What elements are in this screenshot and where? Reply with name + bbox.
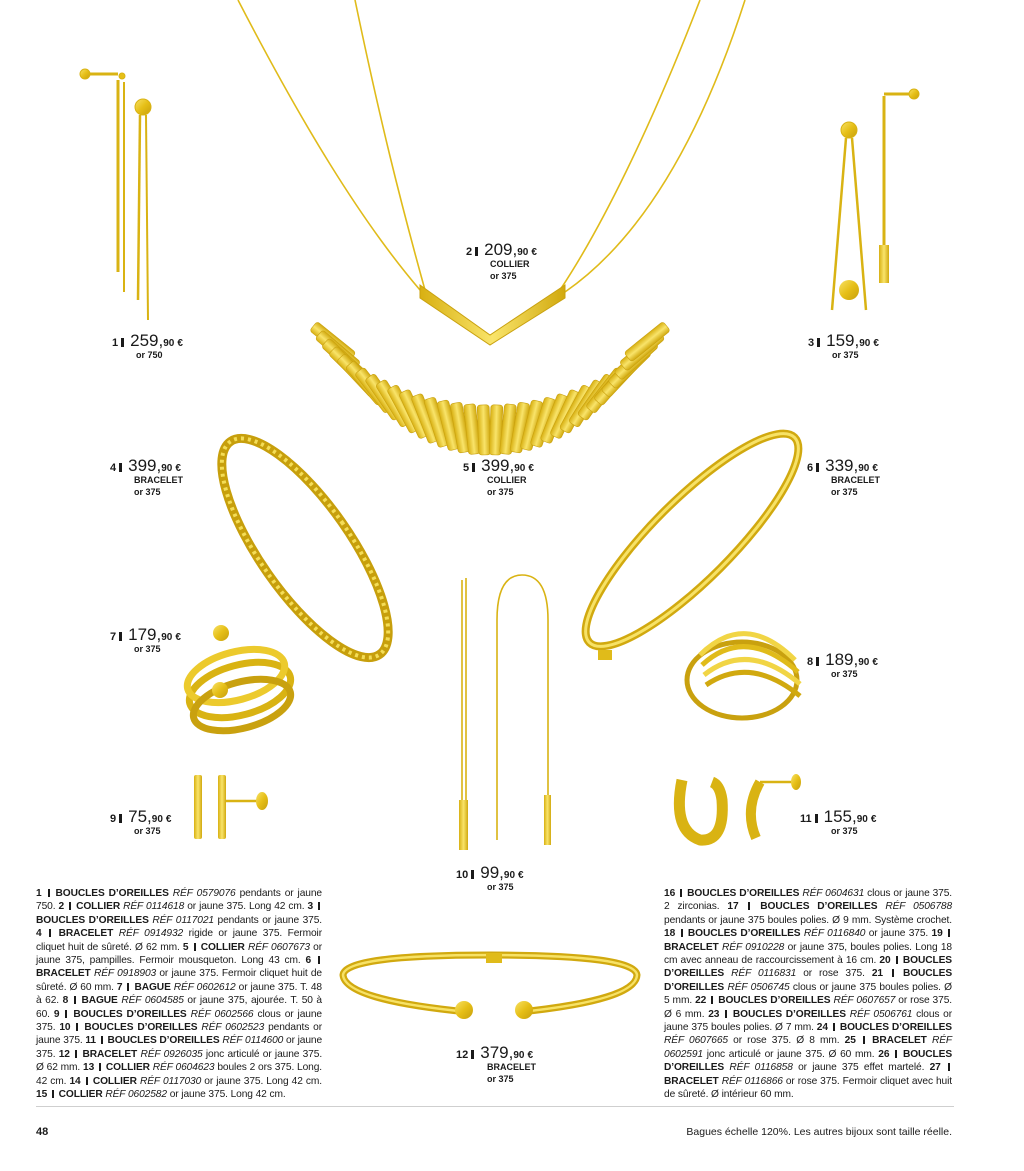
tag-bar bbox=[119, 632, 122, 641]
price-currency: € bbox=[872, 463, 878, 474]
entry-name: BOUCLES D’OREILLES bbox=[664, 1048, 953, 1074]
entry-ref: RÉF 0114600 bbox=[222, 1035, 284, 1047]
price-cents: 90 bbox=[503, 870, 516, 881]
entry-mark bbox=[65, 1010, 67, 1018]
entry-text: or jaune 375, ajourée. T. 50 à 60. bbox=[36, 995, 322, 1020]
entry-number: 24 bbox=[816, 1022, 828, 1034]
item-number: 5 bbox=[463, 462, 470, 474]
entry-ref: RÉF 0604623 bbox=[152, 1062, 215, 1074]
price-cents: 90 bbox=[161, 632, 173, 643]
tag-bar bbox=[471, 1050, 474, 1059]
entry-ref: RÉF 0506761 bbox=[849, 1008, 913, 1020]
entry-mark bbox=[833, 1023, 835, 1031]
price-metal: or 375 bbox=[487, 487, 514, 497]
entry-text: or jaune 375. Long 42 cm. bbox=[204, 1075, 323, 1087]
entry-name: BOUCLES D’OREILLES bbox=[107, 1035, 220, 1047]
entry-name: BOUCLES D’OREILLES bbox=[55, 888, 169, 899]
item-number: 3 bbox=[808, 337, 815, 349]
entry-text: or jaune 375. Long 42 cm. bbox=[169, 1089, 286, 1101]
entry-name: BAGUE bbox=[81, 995, 118, 1007]
entry-number: 17 bbox=[727, 901, 739, 913]
price-metal: or 375 bbox=[831, 669, 858, 679]
price-metal: or 375 bbox=[134, 644, 161, 654]
price-currency: € bbox=[165, 814, 172, 825]
price-currency: € bbox=[175, 632, 181, 643]
entry-number: 4 bbox=[36, 928, 42, 940]
price-cents: 90 bbox=[858, 463, 870, 474]
entry-mark bbox=[99, 1063, 101, 1071]
necklace-item-2 bbox=[238, 0, 745, 345]
item-number: 1 bbox=[112, 337, 119, 349]
price-currency: € bbox=[518, 870, 524, 881]
entry-name: BOUCLES D’OREILLES bbox=[732, 1008, 846, 1020]
entry-number: 21 bbox=[871, 968, 883, 980]
entry-name: BRACELET bbox=[872, 1035, 927, 1047]
item-number: 7 bbox=[110, 631, 117, 643]
entry-name: BOUCLES D’OREILLES bbox=[84, 1022, 198, 1034]
price-tag-12 bbox=[456, 1044, 536, 1085]
price-currency: € bbox=[531, 247, 537, 258]
earrings-item-10 bbox=[459, 575, 551, 850]
price-int: 75, bbox=[128, 807, 152, 826]
entry-number: 10 bbox=[59, 1022, 71, 1034]
tag-bar bbox=[816, 657, 819, 666]
entry-ref: RÉF 0918903 bbox=[93, 968, 157, 980]
entry-name: BRACELET bbox=[82, 1048, 138, 1060]
entry-name: BRACELET bbox=[664, 941, 719, 953]
entry-ref: RÉF 0602612 bbox=[173, 981, 236, 993]
price-tag-6 bbox=[807, 457, 880, 498]
price-tag-3 bbox=[808, 332, 879, 361]
entry-mark bbox=[863, 1036, 865, 1044]
entry-number: 14 bbox=[69, 1075, 81, 1087]
item-number: 10 bbox=[456, 869, 469, 881]
item-number: 6 bbox=[807, 462, 814, 474]
entry-ref: RÉF 0117021 bbox=[152, 914, 214, 926]
entry-number: 2 bbox=[58, 901, 65, 913]
price-metal: or 750 bbox=[136, 350, 163, 360]
ring-item-7 bbox=[181, 625, 296, 740]
entry-mark bbox=[69, 902, 71, 910]
entry-name: COLLIER bbox=[92, 1075, 137, 1087]
price-cents: 90 bbox=[513, 1050, 525, 1061]
entry-number: 5 bbox=[182, 941, 189, 953]
price-tag-11 bbox=[800, 808, 876, 837]
price-metal: or 375 bbox=[134, 826, 161, 836]
entry-text: or jaune 375. bbox=[868, 928, 929, 940]
entry-name: BRACELET bbox=[36, 968, 91, 980]
entry-name: BOUCLES D’OREILLES bbox=[839, 1022, 953, 1034]
entry-text: clous or jaune 375 boules polies. Ø 7 mm. bbox=[664, 1008, 953, 1034]
entry-number: 7 bbox=[116, 981, 123, 993]
price-cents: 90 bbox=[858, 657, 870, 668]
price-metal: or 375 bbox=[487, 1074, 514, 1084]
item-number: 9 bbox=[110, 813, 117, 825]
entry-mark bbox=[101, 1036, 103, 1044]
entry-text: clous or jaune 375. bbox=[36, 1008, 322, 1034]
entry-mark bbox=[127, 983, 129, 991]
entry-text: boules 2 ors 375. Long. 42 cm. bbox=[36, 1062, 323, 1087]
ring-item-8 bbox=[687, 634, 800, 718]
tag-bar bbox=[815, 814, 818, 823]
price-metal: or 375 bbox=[134, 487, 161, 497]
entry-text: pendants or jaune 375. bbox=[36, 1022, 322, 1047]
description-paragraph bbox=[664, 887, 952, 1102]
price-tag-1 bbox=[112, 332, 183, 361]
price-cents: 90 bbox=[161, 463, 173, 474]
price-int: 189, bbox=[825, 650, 859, 669]
entry-number: 13 bbox=[83, 1062, 95, 1074]
entry-name: BOUCLES D’OREILLES bbox=[36, 914, 149, 926]
tag-bar bbox=[471, 870, 474, 879]
entry-ref: RÉF 0114618 bbox=[123, 901, 185, 913]
tag-bar bbox=[816, 463, 819, 472]
entry-number: 20 bbox=[879, 955, 891, 967]
entry-mark bbox=[48, 889, 50, 897]
entry-number: 26 bbox=[878, 1048, 890, 1060]
price-metal: or 375 bbox=[490, 271, 517, 281]
entry-text: or jaune 375. T. 48 à 62. bbox=[36, 981, 322, 1007]
price-metal: or 375 bbox=[831, 487, 858, 497]
entry-text: jonc articulé or jaune 375. Ø 62 mm. bbox=[36, 1048, 323, 1074]
price-tag-9 bbox=[110, 808, 171, 837]
entry-name: BOUCLES D’OREILLES bbox=[760, 901, 878, 913]
entry-mark bbox=[681, 929, 683, 937]
entry-ref: RÉF 0116840 bbox=[803, 928, 866, 940]
price-currency: € bbox=[527, 1050, 534, 1061]
price-tag-4 bbox=[110, 457, 183, 498]
entry-mark bbox=[948, 929, 950, 937]
description-paragraph bbox=[36, 887, 322, 1102]
entry-number: 8 bbox=[62, 995, 69, 1007]
entry-text: or rose 375. Ø 6 mm. bbox=[664, 995, 952, 1020]
entry-name: COLLIER bbox=[105, 1062, 150, 1074]
page-number: 48 bbox=[36, 1126, 49, 1138]
item-number: 4 bbox=[110, 462, 117, 474]
entry-text: or rose 375. bbox=[803, 968, 865, 980]
entry-ref: RÉF 0602566 bbox=[190, 1008, 254, 1020]
entry-name: BRACELET bbox=[664, 1075, 719, 1087]
entry-text: jonc articulé or jaune 375. Ø 60 mm. bbox=[706, 1048, 875, 1060]
price-cents: 90 bbox=[514, 463, 526, 474]
scale-footnote: Bagues échelle 120%. Les autres bijoux sont taille réelle. bbox=[686, 1126, 952, 1138]
entry-text: pendants or jaune 375. bbox=[217, 914, 322, 926]
entry-number: 12 bbox=[58, 1048, 70, 1060]
entry-text: or jaune 375. Long 42 cm. bbox=[187, 901, 305, 913]
earrings-item-11 bbox=[679, 774, 801, 840]
tag-bar bbox=[119, 463, 122, 472]
bracelet-item-4 bbox=[194, 416, 417, 681]
price-metal: or 375 bbox=[487, 882, 514, 892]
entry-ref: RÉF 0602591 bbox=[664, 1035, 953, 1060]
bracelet-item-6 bbox=[561, 409, 823, 671]
entry-mark bbox=[86, 1077, 88, 1085]
price-tag-8 bbox=[807, 651, 878, 680]
entry-number: 16 bbox=[664, 888, 676, 899]
price-cents: 90 bbox=[859, 338, 871, 349]
entry-mark bbox=[895, 1050, 897, 1058]
entry-name: COLLIER bbox=[58, 1089, 103, 1101]
entry-name: BOUCLES D’OREILLES bbox=[664, 968, 953, 993]
price-int: 339, bbox=[825, 456, 859, 475]
entry-number: 1 bbox=[36, 888, 42, 899]
price-currency: € bbox=[873, 338, 879, 349]
entry-text: or rose 375. Fermoir cliquet avec huit de sûreté. Ø intérieur 60 mm. bbox=[664, 1075, 952, 1101]
entry-mark bbox=[318, 956, 320, 964]
entry-text: or jaune 375, boules polies. Long 18 cm avec anneau de raccourcissement à 16 cm. bbox=[664, 941, 952, 967]
entry-name: BOUCLES D’OREILLES bbox=[687, 888, 800, 899]
price-cents: 90 bbox=[151, 814, 163, 825]
entry-ref: RÉF 0607673 bbox=[247, 941, 310, 953]
entry-mark bbox=[725, 1010, 727, 1018]
price-type: BRACELET bbox=[134, 475, 183, 485]
price-type: COLLIER bbox=[490, 259, 530, 269]
entry-name: COLLIER bbox=[200, 941, 245, 953]
entry-text: or jaune 375. Fermoir cliquet huit de sûreté. Ø 60 mm. bbox=[36, 968, 322, 993]
bracelet-item-12 bbox=[343, 953, 637, 1019]
entry-number: 3 bbox=[307, 901, 314, 913]
entry-mark bbox=[194, 943, 196, 951]
entry-mark bbox=[75, 1050, 77, 1058]
entry-number: 11 bbox=[85, 1035, 96, 1047]
entry-ref: RÉF 0602523 bbox=[201, 1022, 265, 1034]
earrings-item-9 bbox=[194, 775, 268, 839]
entry-text: pendants or jaune 375 boules polies. Ø 9 mm. Système crochet. bbox=[664, 914, 952, 926]
price-int: 399, bbox=[128, 456, 162, 475]
footer-divider bbox=[36, 1106, 954, 1107]
price-tag-10 bbox=[456, 864, 524, 893]
entry-mark bbox=[948, 1063, 950, 1071]
entry-number: 27 bbox=[929, 1062, 941, 1074]
price-cents: 90 bbox=[163, 338, 175, 349]
tag-bar bbox=[119, 814, 122, 823]
tag-bar bbox=[472, 463, 475, 472]
price-int: 399, bbox=[481, 456, 515, 475]
price-currency: € bbox=[177, 338, 183, 349]
entry-mark bbox=[680, 889, 682, 897]
entry-text: or jaune 375. bbox=[36, 1035, 323, 1060]
entry-text: rigide or jaune 375. Fermoir cliquet huit de sûreté. Ø 62 mm. bbox=[36, 928, 323, 953]
price-tag-2 bbox=[466, 241, 537, 282]
price-currency: € bbox=[175, 463, 181, 474]
entry-ref: RÉF 0926035 bbox=[140, 1048, 203, 1060]
item-number: 8 bbox=[807, 656, 814, 668]
item-number: 11 bbox=[800, 813, 812, 825]
entry-name: BOUCLES D’OREILLES bbox=[73, 1008, 187, 1020]
price-metal: or 375 bbox=[832, 350, 859, 360]
entry-ref: RÉF 0604585 bbox=[121, 995, 184, 1007]
price-currency: € bbox=[872, 657, 878, 668]
price-int: 179, bbox=[128, 625, 162, 644]
entry-ref: RÉF 0116831 bbox=[731, 968, 797, 980]
entry-mark bbox=[76, 1023, 78, 1031]
entry-mark bbox=[49, 929, 51, 937]
entry-ref: RÉF 0604631 bbox=[802, 888, 865, 899]
entry-mark bbox=[318, 902, 320, 910]
entry-number: 22 bbox=[695, 995, 707, 1007]
tag-bar bbox=[475, 247, 478, 256]
earrings-item-3 bbox=[832, 89, 919, 310]
price-type: BRACELET bbox=[487, 1062, 536, 1072]
entry-mark bbox=[74, 996, 76, 1004]
entry-ref: RÉF 0506788 bbox=[885, 901, 953, 913]
price-int: 209, bbox=[484, 240, 518, 259]
entry-text: or jaune 375 effet martelé. bbox=[798, 1062, 925, 1074]
description-right bbox=[664, 887, 952, 1102]
entry-name: BAGUE bbox=[134, 981, 171, 993]
entry-number: 9 bbox=[53, 1008, 60, 1020]
price-int: 259, bbox=[130, 331, 164, 350]
price-int: 159, bbox=[826, 331, 860, 350]
price-tag-5 bbox=[463, 457, 534, 498]
entry-number: 6 bbox=[305, 955, 312, 967]
price-cents: 90 bbox=[517, 247, 529, 258]
pampille bbox=[477, 405, 491, 455]
entry-text: or jaune 375, pampilles. Fermoir mousqueton. Long 43 cm. bbox=[36, 941, 322, 967]
price-metal: or 375 bbox=[831, 826, 858, 836]
entry-mark bbox=[52, 1090, 54, 1098]
price-cents: 90 bbox=[856, 814, 868, 825]
entry-text: or rose 375. Ø 8 mm. bbox=[733, 1035, 840, 1047]
entry-ref: RÉF 0607657 bbox=[833, 995, 896, 1007]
entry-text: clous or jaune 375. 2 zirconias. bbox=[664, 888, 953, 913]
entry-mark bbox=[711, 996, 713, 1004]
price-type: COLLIER bbox=[487, 475, 527, 485]
tag-bar bbox=[817, 338, 820, 347]
price-currency: € bbox=[528, 463, 534, 474]
entry-number: 25 bbox=[844, 1035, 856, 1047]
entry-mark bbox=[896, 956, 898, 964]
entry-ref: RÉF 0506745 bbox=[727, 981, 790, 993]
entry-ref: RÉF 0607665 bbox=[664, 1035, 728, 1047]
entry-number: 15 bbox=[36, 1089, 48, 1101]
price-int: 99, bbox=[480, 863, 504, 882]
entry-ref: RÉF 0579076 bbox=[172, 888, 236, 899]
description-left bbox=[36, 887, 322, 1102]
entry-number: 23 bbox=[708, 1008, 720, 1020]
entry-number: 19 bbox=[931, 928, 943, 940]
price-tag-7 bbox=[110, 626, 181, 655]
entry-mark bbox=[748, 902, 750, 910]
entry-ref: RÉF 0602582 bbox=[105, 1089, 167, 1101]
entry-ref: RÉF 0914932 bbox=[118, 928, 184, 940]
entry-ref: RÉF 0116858 bbox=[729, 1062, 793, 1074]
entry-name: BOUCLES D’OREILLES bbox=[718, 995, 831, 1007]
entry-name: BRACELET bbox=[58, 928, 114, 940]
item-number: 12 bbox=[456, 1049, 469, 1061]
entry-text: clous or jaune 375 boules polies. Ø 5 mm. bbox=[664, 981, 952, 1007]
entry-number: 18 bbox=[664, 928, 676, 940]
entry-name: BOUCLES D’OREILLES bbox=[664, 955, 952, 980]
entry-ref: RÉF 0116866 bbox=[721, 1075, 783, 1087]
item-number: 2 bbox=[466, 246, 473, 258]
entry-name: BOUCLES D’OREILLES bbox=[687, 928, 801, 940]
price-type: BRACELET bbox=[831, 475, 880, 485]
entry-text: pendants or jaune 750. bbox=[36, 888, 322, 913]
price-int: 379, bbox=[480, 1043, 514, 1062]
tag-bar bbox=[121, 338, 124, 347]
entry-ref: RÉF 0910228 bbox=[722, 941, 785, 953]
earrings-item-1 bbox=[80, 69, 151, 320]
entry-mark bbox=[892, 969, 894, 977]
entry-name: COLLIER bbox=[76, 901, 121, 913]
entry-ref: RÉF 0117030 bbox=[139, 1075, 202, 1087]
price-int: 155, bbox=[823, 807, 857, 826]
price-currency: € bbox=[870, 814, 877, 825]
